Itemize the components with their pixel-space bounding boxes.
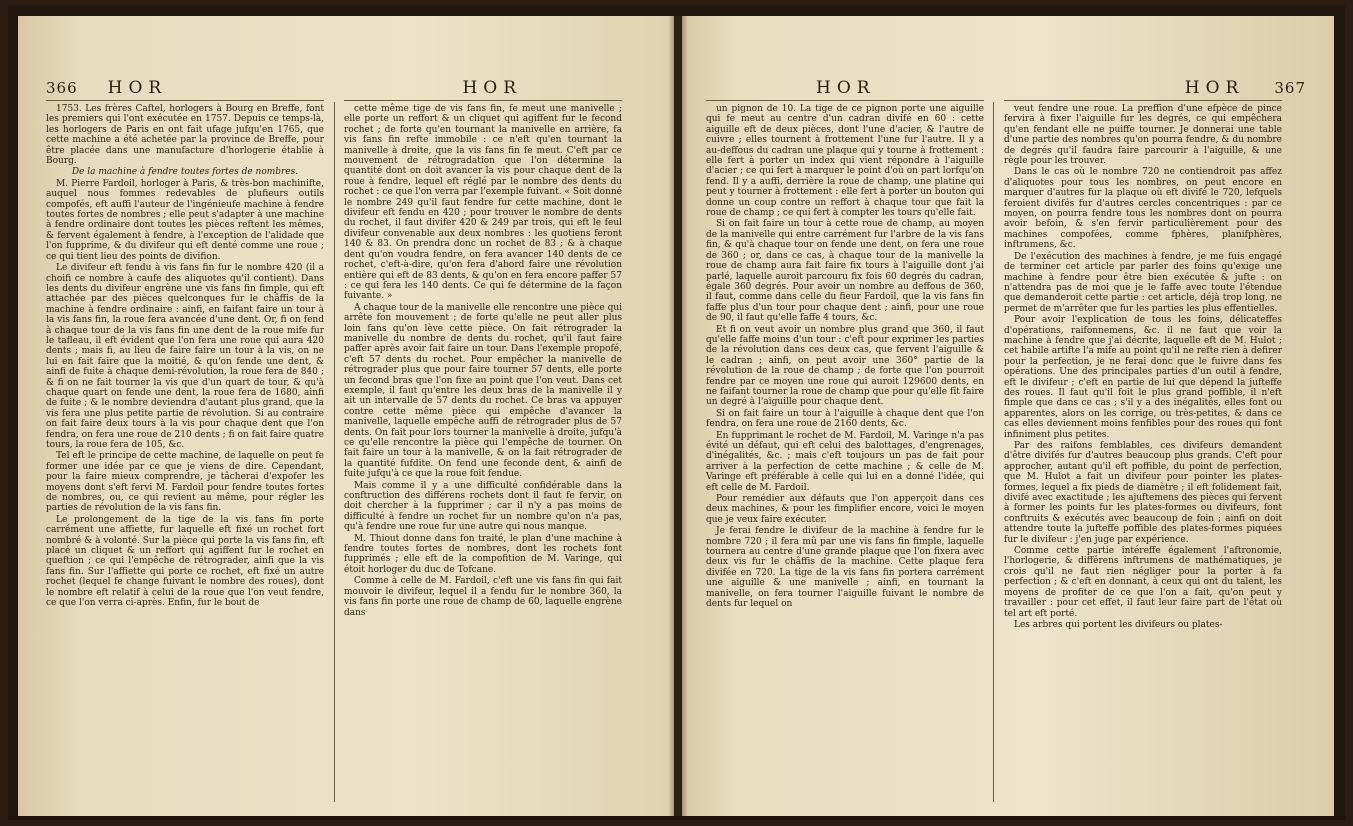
paragraph: Les arbres qui portent les divifeurs ou plates- xyxy=(1014,619,1223,630)
paragraph: 1753. Les frères Caftel, horlogers à Bourg en Breffe, font les premiers qui l'ont exécutée en 1757. Depuis ce temps-là, les horlogers de Paris en ont fait ufage jufqu'en 1765, que cette machine a été achetée par la province de Breffe, pour être placée dans une manufacture d'horlogerie établie à Bourg. xyxy=(46,104,324,167)
left-page-column-2 xyxy=(344,100,622,810)
paragraph: Le divifeur eft fendu à vis fans fin fur le nombre 420 (il a choifi ce nombre à caufe des aliquotes qu'il contient). Dans les dents du divifeur engrène une vis fans fin fimple, qui eft attachée par des pièces quelconques fur le châffis de la machine à fendre ordinaire : ainfi, en faifant faire un tour à la vis fans fin, la roue fera avancée d'une dent. Or, fi on fend à chaque tour de la vis fans fin une dent de la roue mife fur le tafleau, il eft évident que l'on fera une roue qui aura 420 dents ; mais fi, au lieu de faire faire un tour à la vis, on ne lui en fait faire que la moitié, & qu'on fende une dent, & ainfi de fuite à chaque demi-révolution, la roue fera de 840 ; & fi on ne fait tourner la vis que d'un quart de tour, & qu'à chaque quart on fende une dent, la roue fera de 1680, ainfi de fuite ; & le nombre deviendra d'autant plus grand, que la vis fera une plus petite partie de révolution. Si au contraire on fait faire deux tours à la vis pour chaque dent que l'on fendra, on fera une roue de 210 dents ; fi on fait faire quatre tours, la roue fera de 105, &c. xyxy=(46,263,324,450)
left-page-number: 366 xyxy=(46,79,78,97)
paragraph: Pour avoir l'explication de tous les foins, délicateffes d'opérations, raifonnemens, &c. il ne faut que voir la machine à fendre que j'ai décrite, laquelle eft de M. Hulot ; cet habile artifte l'a mife au point qu'il ne refte rien à defirer pour la perfection, je ne ferai donc que le fuivre dans fes opérations. Une des principales parties d'un outil à fendre, eft le divifeur ; c'eft en partie de lui que dépend la jufteffe des roues. Il faut qu'il foit le plus grand poffible, il n'eft fimple que dans ce cas ; s'il y a des inégalités, elles font ou apparentes, alors on les corrige, ou très-petites, & dans ce cas elles deviennent moins fenfibles pour des roues qui font infiniment plus petites. xyxy=(1004,315,1282,440)
paragraph: De la machine à fendre toutes fortes de nombres. xyxy=(71,167,299,178)
paragraph: cette même tige de vis fans fin, fe meut une manivelle ; elle porte un reffort & un cliquet qui agiffent fur le fecond rochet ; de forte qu'en tournant la manivelle en arrière, fa vis fans fin refte immobile : ce n'eft qu'en tournant la manivelle à droite, que la vis fans fin fe meut. C'eft par ce mouvement de rétrogradation que l'on détermine la quantité dont on doit avancer la vis pour chaque dent de la roue à fendre, lequel eft réglé par le nombre des dents du rochet : ce que l'on verra par l'exemple fuivant. « Soit donné le nombre 249 qu'il faut fendre fur cette machine, dont le divifeur eft fendu en 420 ; pour trouver le nombre de dents du rochet, il faut divifer 420 & 249 par trois, qui eft le feul divifeur convenable aux deux nombres : les quotiens feront 140 & 83. On prendra donc un rochet de 83 ; & à chaque dent qu'on voudra fendre, on fera avancer 140 dents de ce rochet, c'eft-à-dire, qu'on fera d'abord faire une révolution entière qui eft de 83 dents, & qu'on en fera encore paffer 57 : ce qui fera les 140 dents. Ce qui fe détermine de la façon fuivante. » xyxy=(344,104,622,302)
column-divider xyxy=(993,102,994,802)
paragraph: Comme cette partie intéreffe également l'aftronomie, l'horlogerie, & différens inftrumens de mathématiques, je crois qu'il ne faut rien négliger pour la porter à fa perfection ; & c'eft en donnant, à ceux qui ont du talent, les moyens de profiter de ce que l'on a fait, qu'on peut y travailler : pour cet effet, il faut leur faire part de l'état où tel art eft porté. xyxy=(1004,546,1282,619)
right-page-column-2 xyxy=(1004,100,1282,810)
left-running-head-2: HOR xyxy=(462,78,522,98)
paragraph: Si on fait faire un tour à cette roue de champ, au moyen de la manivelle qui entre carrément fur l'arbre de la vis fans fin, & qu'à chaque tour on fende une dent, on fera une roue de 360 ; or, dans ce cas, à chaque tour de la manivelle la roue de champ aura fait faire fix tours à l'aiguille dont j'ai parlé, laquelle auroit parcouru fix fois 60 degrés du cadran, égale 360 degrés. Pour avoir un nombre au deffous de 360, il faut, comme dans celle du fieur Fardoil, que la vis fans fin faffe plus d'un tour pour chaque dent ; ainfi, pour une roue de 90, il faut qu'elle faffe 4 tours, &c. xyxy=(706,219,984,324)
paragraph: veut fendre une roue. La preffion d'une efpèce de pince fervira à fixer l'aiguille fur les degrés, ce qui empêchera qu'en fendant elle ne puiffe tourner. Je donnerai une table d'une partie des nombres qu'on pourra fendre, & du nombre de degrés qu'il faudra faire parcourir à l'aiguille, & une règle pour les trouver. xyxy=(1004,104,1282,167)
right-page-header xyxy=(706,78,1306,100)
paragraph: En fupprimant le rochet de M. Fardoil, M. Varinge n'a pas évité un défaut, qui eft celui des balottages, d'engrenages, d'inégalités, &c. ; mais c'eft toujours un pas de fait pour arriver à la perfection de cette machine ; & celle de M. Varinge eft préférable à celle qui lui en a donné l'idée, qui eft celle de M. Fardoil. xyxy=(706,430,984,493)
paragraph: Le prolongement de la tige de la vis fans fin porte carrément une affiette, fur laquelle eft fixé un rochet fort nombré & à volonté. Sur la pièce qui porte la vis fans fin, eft placé un cliquet & un reffort qui agiffent fur le rochet en queftion ; ce qui l'empêche de rétrograder, ainfi que la vis fans fin. Sur l'affiette qui porte ce rochet, eft fixé un autre rochet (lequel fe change fuivant le nombre des roues), dont le nombre eft relatif à celui de la roue que l'on veut fendre, ce que l'on verra ci-après. Enfin, fur le bout de xyxy=(46,514,324,609)
right-running-head-1: HOR xyxy=(816,78,876,98)
paragraph: un pignon de 10. La tige de ce pignon porte une aiguille qui fe meut au centre d'un cadran divifé en 60 : cette aiguille eft de deux pièces, dont l'une d'acier, & l'autre de cuivre ; elles tournent à frottement l'une fur l'autre. Il y a au-deffous du cadran une plaque qui y tourne à frottement : elle fert à porter un index qui vient répondre à l'aiguille d'acier ; ce qui fert à marquer le point d'où on part lorfqu'on fend. Il y a auffi, derrière la roue de champ, une platine qui peut y tourner à frottement : elle fert à porter un bouton qui donne un coup contre un reffort à chaque tour que fait la roue de champ ; ce qui fert à compter les tours qu'elle fait. xyxy=(706,104,984,219)
right-page xyxy=(682,16,1334,816)
left-running-head-1: HOR xyxy=(107,78,168,98)
right-page-column-1 xyxy=(706,100,984,810)
paragraph: De l'exécution des machines à fendre, je me fuis engagé de terminer cet article par parler des foins qu'exige une machine à fendre pour être bien exécutée & jufte : on n'attendra pas de moi que je le faffe avec toute l'étendue que demanderoit cette partie : cet article, déjà trop long, ne permet de m'arrêter que fur les parties les plus effentielles. xyxy=(1004,251,1282,314)
left-page xyxy=(18,16,674,816)
paragraph: M. Pierre Fardoil, horloger à Paris, & très-bon machinifte, auquel nous fommes redevables de plufieurs outils compofés, eft auffi l'auteur de l'ingénieufe machine à fendre toutes fortes de nombres ; elle peut s'adapter à une machine à fendre ordinaire dont toutes les pièces reftent les mêmes, & fervent également à fendre, à l'exception de l'alidade que l'on fupprime, & du divifeur qui eft denté comme une roue ; ce qui tient lieu des points de divifion. xyxy=(46,178,324,262)
paragraph: Pour remédier aux défauts que l'on apperçoit dans ces deux machines, & pour les fimplifier encore, voici le moyen que je veux faire exécuter. xyxy=(706,494,984,525)
paragraph: Dans le cas où le nombre 720 ne contiendroit pas affez d'aliquotes pour tous les nombres, on peut encore en marquer d'autres fur la plaque où eft divifé le 720, lefquels feroient divifés fur d'autres cercles concentriques : par ce moyen, on pourra fendre tous les nombres dont on pourra avoir befoin, & s'en fervir particulièrement pour des machines compofées, comme fphères, planifphères, inftrumens, &c. xyxy=(1004,167,1282,251)
open-book xyxy=(8,6,1345,820)
paragraph: Par des raifons femblables, ces divifeurs demandent d'être divifés fur d'autres beaucoup plus grands. C'eft pour approcher, autant qu'il eft poffible, du point de perfection, que M. Hulot a fait un divifeur pour pointer les plates-formes, lequel a fix pieds de diamètre ; il eft folidement fait, divifé avec exactitude ; les ajuftemens des pièces qui fervent à former les points fur les plates-formes ou divifeurs, font conftruits & exécutés avec beaucoup de foin ; ainfi on doit attendre toute la jufteffe poffible des plates-formes piquées fur le divifeur : j'en juge par expérience. xyxy=(1004,441,1282,545)
paragraph: A chaque tour de la manivelle elle rencontre une pièce qui arrête fon mouvement ; de forte qu'elle ne peut aller plus loin fans qu'on lève cette pièce. On fait rétrograder la manivelle du nombre de dents du rochet, qu'il faut faire paffer après avoir fait faire un tour. Dans l'exemple propofé, c'eft 57 dents du rochet. Pour empêcher la manivelle de rétrograder plus que pour faire tourner 57 dents, elle porte un fecond bras que l'on fixe au point que l'on veut. Dans cet exemple, il faut qu'entre les deux bras de la manivelle il y ait un intervalle de 57 dents du rochet. Ce bras va appuyer contre cette même pièce qui empêche d'avancer la manivelle, laquelle empêche auffi de rétrograder plus de 57 dents. On fait pour lors tourner la manivelle à droite, jufqu'à ce qu'elle rencontre la pièce qui l'empêche de tourner. On fait faire un tour à la manivelle, & on la fait rétrograder de la quantité fufdite. On fend une feconde dent, & ainfi de fuite jufqu'à ce que la roue foit fendue. xyxy=(344,302,622,480)
paragraph: Je ferai fendre le divifeur de la machine à fendre fur le nombre 720 ; il fera mû par une vis fans fin fimple, laquelle tournera au centre d'une grande plaque que l'on fixera avec deux vis fur le châffis de la machine. Cette plaque fera divifée en 720. La tige de la vis fans fin portera carrément une aiguille & une manivelle ; ainfi, en tournant la manivelle, on fera tourner l'aiguille fuivant le nombre de dents fur lequel on xyxy=(706,526,984,610)
paragraph: Et fi on veut avoir un nombre plus grand que 360, il faut qu'elle faffe moins d'un tour : c'eft pour exprimer les parties de la révolution dans ces deux cas, que fervent l'aiguille & le cadran ; ainfi, on peut avoir une 360° partie de la révolution de la roue de champ ; de forte que l'on pourroit fendre par ce moyen une roue qui auroit 129600 dents, en ne faifant tourner la roue de champ que pour qu'elle fît faire un degré à l'aiguille pour chaque dent. xyxy=(706,324,984,408)
left-page-header xyxy=(46,78,642,100)
paragraph: Si on fait faire un tour à l'aiguille à chaque dent que l'on fendra, on fera une roue de 2160 dents, &c. xyxy=(706,408,984,430)
column-divider xyxy=(334,102,335,802)
left-page-column-1 xyxy=(46,100,324,810)
book-gutter xyxy=(668,16,688,816)
paragraph: Comme à celle de M. Fardoil, c'eft une vis fans fin qui fait mouvoir le divifeur, lequel il a fendu fur le nombre 360, la vis fans fin porte une roue de champ de 60, laquelle engrène dans xyxy=(344,576,622,618)
right-running-head-2: HOR xyxy=(1184,78,1245,98)
paragraph: Tel eft le principe de cette machine, de laquelle on peut fe former une idée par ce que je viens de dire. Cependant, pour la faire mieux comprendre, je tâcherai d'expofer les moyens dont s'eft fervi M. Fardoil pour fendre toutes fortes de nombres, ou, ce qui revient au même, pour régler les parties de révolution de la vis fans fin. xyxy=(46,451,324,514)
paragraph: Mais comme il y a une difficulté confidérable dans la conftruction des différens rochets dont il faut fe fervir, on doit chercher à la fupprimer ; car il n'y a pas moins de difficulté à fendre un rochet fur un nombre qu'on n'a pas, qu'à fendre une roue fur une autre qui nous manque. xyxy=(344,480,622,533)
paragraph: M. Thiout donne dans fon traité, le plan d'une machine à fendre toutes fortes de nombres, dont les rochets font fupprimés ; elle eft de la compofition de M. Varinge, qui étoit horloger du duc de Tofcane. xyxy=(344,533,622,575)
right-page-number: 367 xyxy=(1274,79,1306,97)
